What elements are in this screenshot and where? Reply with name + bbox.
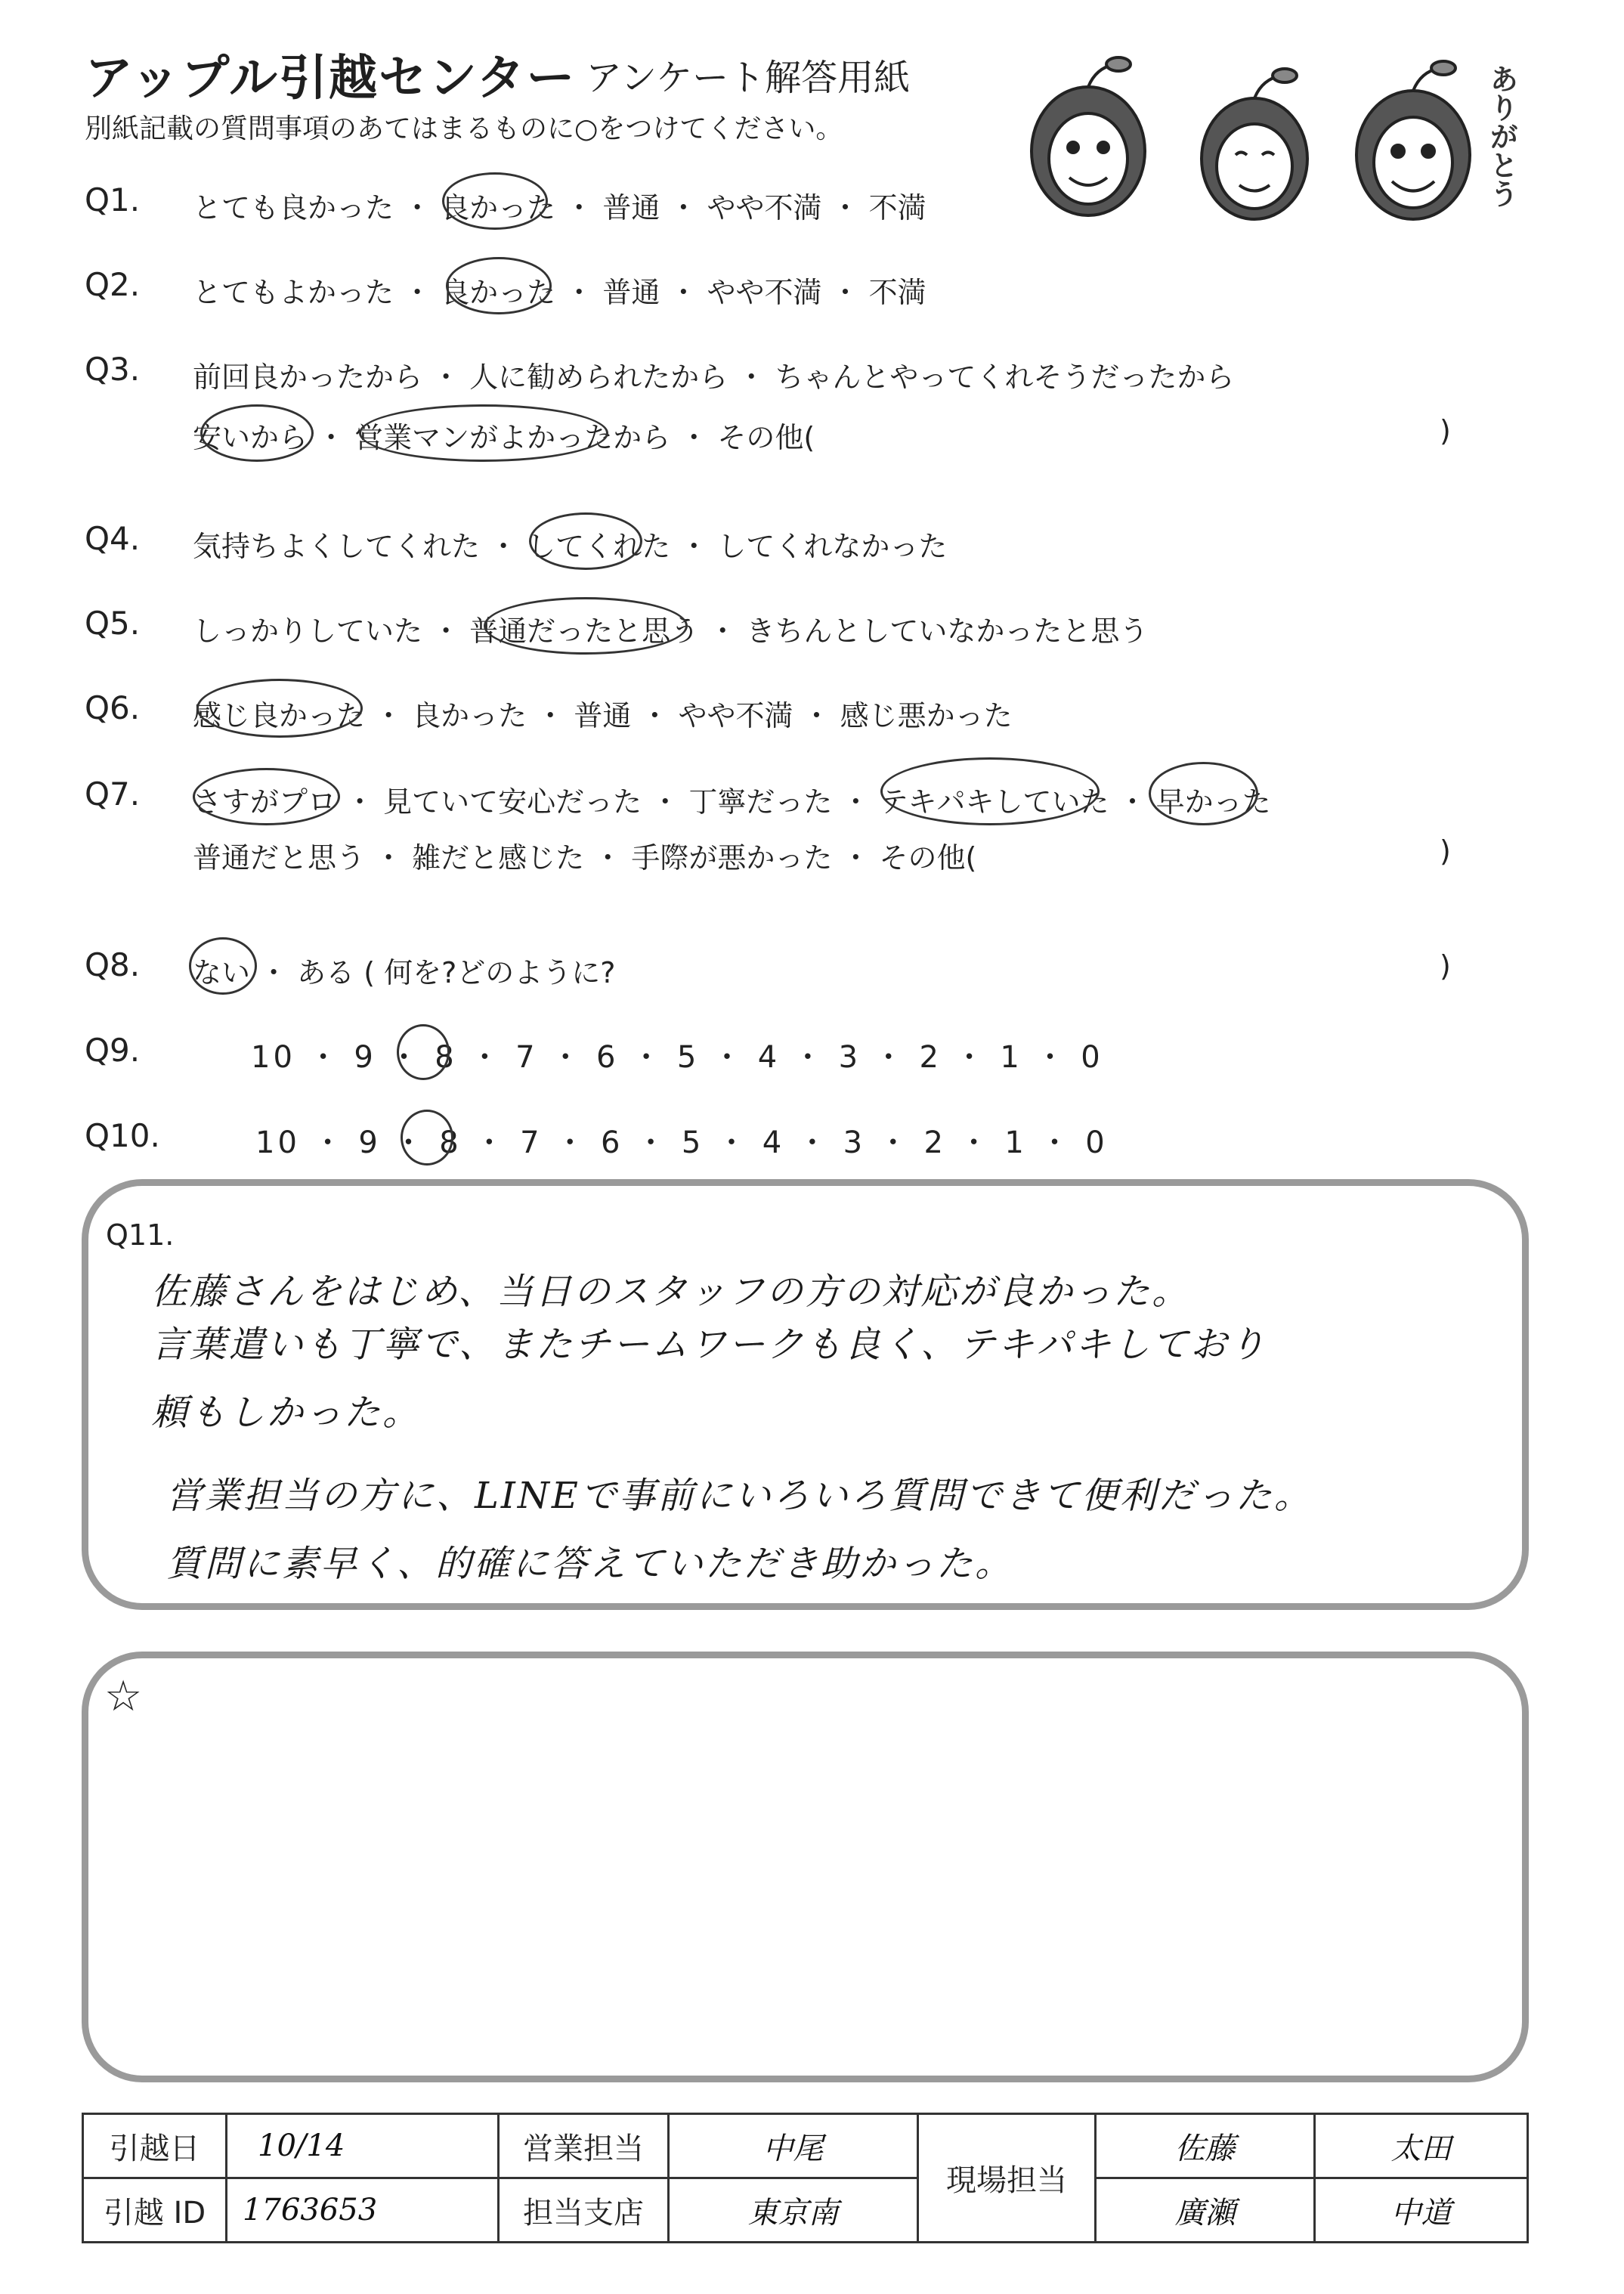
q4-options[interactable]: 気持ちよくしてくれた ・ してくれた ・ してくれなかった <box>193 530 948 563</box>
q8-selection-circle <box>189 937 257 995</box>
q1-selection-circle <box>442 172 548 230</box>
move-id-label: 引越 ID <box>83 2178 227 2243</box>
q4-selection-circle <box>529 512 642 570</box>
q3-paren-close: ) <box>1440 414 1451 447</box>
staff-comment-box[interactable] <box>82 1652 1529 2082</box>
q7-label: Q7. <box>85 776 141 813</box>
q8-options[interactable]: ない ・ ある ( 何を?どのように? <box>193 956 616 989</box>
onsite-staff-3: 廣瀬 <box>1096 2178 1315 2243</box>
company-title: アップル引越センター <box>85 51 577 107</box>
q7-options-line2[interactable]: 普通だと思う ・ 雑だと感じた ・ 手際が悪かった ・ その他( <box>193 841 977 875</box>
q8-paren-close: ) <box>1440 949 1451 983</box>
q7-options-line1[interactable]: さすがプロ ・ 見ていて安心だった ・ 丁寧だった ・ テキパキしていた ・ 早かった <box>193 785 1271 819</box>
q11-comment-line-1: 佐藤さんをはじめ、当日のスタッフの方の対応が良かった。 <box>151 1271 1191 1313</box>
onsite-staff-2: 太田 <box>1315 2114 1528 2178</box>
footer-info-table <box>82 2113 1529 2243</box>
star-icon: ☆ <box>104 1672 143 1721</box>
q3-selection-circle-2 <box>359 404 608 462</box>
q1-options[interactable]: とても良かった ・ 良かった ・ 普通 ・ やや不満 ・ 不満 <box>193 191 926 224</box>
onsite-staff-label: 現場担当 <box>918 2114 1096 2243</box>
branch-label: 担当支店 <box>499 2178 669 2243</box>
q4-label: Q4. <box>85 520 141 557</box>
sales-rep-label: 営業担当 <box>499 2114 669 2178</box>
q2-label: Q2. <box>85 266 141 303</box>
form-subtitle: アンケート解答用紙 <box>586 57 911 99</box>
q2-selection-circle <box>446 257 552 314</box>
sales-rep-name: 中尾 <box>669 2114 918 2178</box>
q5-selection-circle <box>484 597 688 655</box>
q5-label: Q5. <box>85 605 141 642</box>
q8-label: Q8. <box>85 946 141 983</box>
onsite-staff-1: 佐藤 <box>1096 2114 1315 2178</box>
q7-selection-circle-2 <box>880 757 1100 825</box>
q9-label: Q9. <box>85 1032 141 1069</box>
move-id-value: 1763653 <box>227 2178 499 2243</box>
q10-selection-circle <box>401 1110 453 1166</box>
q11-comment-line-3: 頼もしかった。 <box>151 1392 422 1434</box>
onsite-staff-4: 中道 <box>1315 2178 1528 2243</box>
q6-selection-circle <box>196 679 363 738</box>
move-date-value: 10/14 <box>227 2114 499 2178</box>
q11-comment-line-2: 言葉遣いも丁寧で、またチームワークも良く、テキパキしており <box>151 1323 1268 1366</box>
q3-options-line2[interactable]: 安いから ・ 営業マンがよかったから ・ その他( <box>193 421 815 454</box>
q6-label: Q6. <box>85 689 141 726</box>
q3-selection-circle-1 <box>200 404 314 462</box>
branch-name: 東京南 <box>669 2178 918 2243</box>
mascot-thanks-text: ありがとう <box>1485 64 1518 208</box>
mascot-illustration <box>1005 45 1519 249</box>
q11-comment-line-5: 質問に素早く、的確に答えていただき助かった。 <box>166 1543 1014 1585</box>
q11-label: Q11. <box>106 1218 175 1252</box>
move-date-label: 引越日 <box>83 2114 227 2178</box>
q7-selection-circle-1 <box>193 768 340 825</box>
instruction-text: 別紙記載の質問事項のあてはまるものに○をつけてください。 <box>85 113 843 144</box>
q3-label: Q3. <box>85 351 141 388</box>
q10-label: Q10. <box>85 1117 160 1154</box>
q1-label: Q1. <box>85 181 141 218</box>
q7-selection-circle-3 <box>1149 762 1258 825</box>
q9-selection-circle <box>397 1024 450 1080</box>
q7-paren-close: ) <box>1440 834 1451 868</box>
q6-options[interactable]: 感じ良かった ・ 良かった ・ 普通 ・ やや不満 ・ 感じ悪かった <box>193 699 1013 732</box>
q11-comment-line-4: 営業担当の方に、LINEで事前にいろいろ質問できて便利だった。 <box>166 1475 1313 1517</box>
q9-options[interactable]: 10 ・ 9 ・ 8 ・ 7 ・ 6 ・ 5 ・ 4 ・ 3 ・ 2 ・ 1 ・ 0 <box>251 1040 1103 1075</box>
q5-options[interactable]: しっかりしていた ・ 普通だったと思う ・ きちんとしていなかったと思う <box>193 615 1149 648</box>
q10-options[interactable]: 10 ・ 9 ・ 8 ・ 7 ・ 6 ・ 5 ・ 4 ・ 3 ・ 2 ・ 1 ・ 0 <box>255 1125 1108 1160</box>
q3-options-line1[interactable]: 前回良かったから ・ 人に勧められたから ・ ちゃんとやってくれそうだったから <box>193 361 1235 394</box>
q2-options[interactable]: とてもよかった ・ 良かった ・ 普通 ・ やや不満 ・ 不満 <box>193 276 926 309</box>
